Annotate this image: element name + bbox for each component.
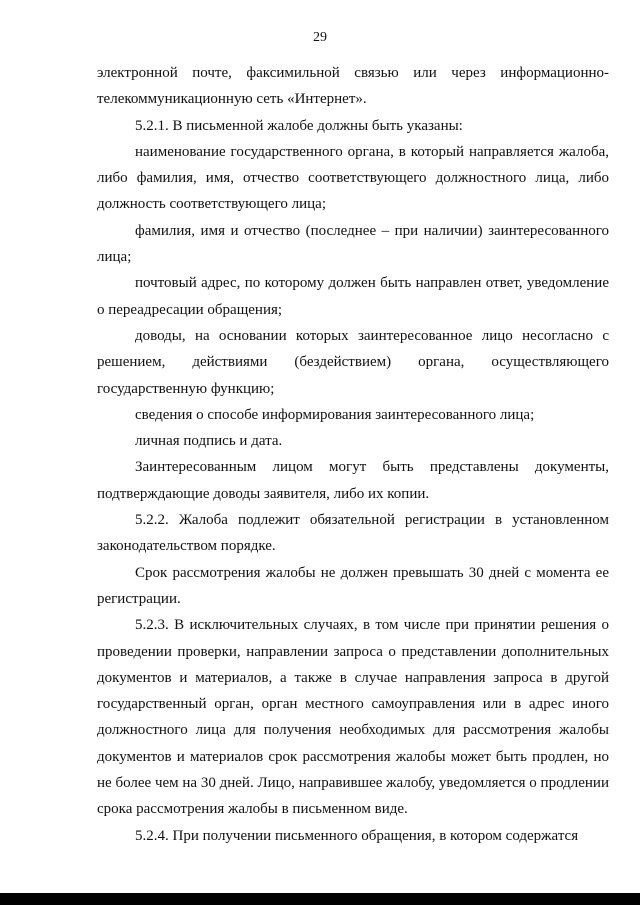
- paragraph-9: Заинтересованным лицом могут быть представлены документы, подтверждающие доводы заявителя, либо их копии.: [97, 459, 609, 502]
- paragraph-4: фамилия, имя и отчество (последнее – при наличии) заинтересованного лица;: [97, 222, 609, 266]
- paragraph-2: 5.2.1. В письменной жалобе должны быть указаны:: [135, 117, 463, 134]
- page-number: 29: [313, 30, 327, 45]
- paragraph-3: наименование государственного органа, в который направляется жалоба, либо фамилия, имя, отчество соответствующего должностного лица, либо должность соответствующего лица;: [97, 143, 609, 213]
- paragraph-13: 5.2.4. При получении письменного обращения, в котором содержатся: [135, 827, 579, 844]
- paragraph-7: сведения о способе информирования заинтересованного лица;: [135, 406, 535, 423]
- paragraph-11: Срок рассмотрения жалобы не должен превышать 30 дней с момента ее регистрации.: [97, 564, 609, 607]
- paragraph-12: 5.2.3. В исключительных случаях, в том числе при принятии решения о проведении проверки, направлении запроса о представлении дополнительных документов и материалов, а также в случае направления запроса в другой государственный орган, орган местного самоуправления или в адрес иного должностного лица для получения необходимых для рассмотрения жалобы документов и материалов срок рассмотрения жалобы может быть продлен, но не более чем на 30 дней. Лицо, направившее жалобу, уведомляется о продлении срока рассмотрения жалобы в письменном виде.: [97, 617, 609, 818]
- paragraph-5: почтовый адрес, по которому должен быть направлен ответ, уведомление о переадресации обращения;: [97, 275, 609, 318]
- paragraph-1: электронной почте, факсимильной связью или через информационно-телекоммуникационную сеть «Интернет».: [97, 65, 609, 108]
- paragraph-10: 5.2.2. Жалоба подлежит обязательной регистрации в установленном законодательством порядке.: [97, 512, 609, 555]
- paragraph-8: личная подпись и дата.: [135, 433, 283, 450]
- document-body: [97, 60, 609, 849]
- scan-edge-bar: [0, 893, 640, 905]
- paragraph-6: доводы, на основании которых заинтересованное лицо несогласно с решением, действиями (бездействием) органа, осуществляющего государственную функцию;: [97, 327, 609, 397]
